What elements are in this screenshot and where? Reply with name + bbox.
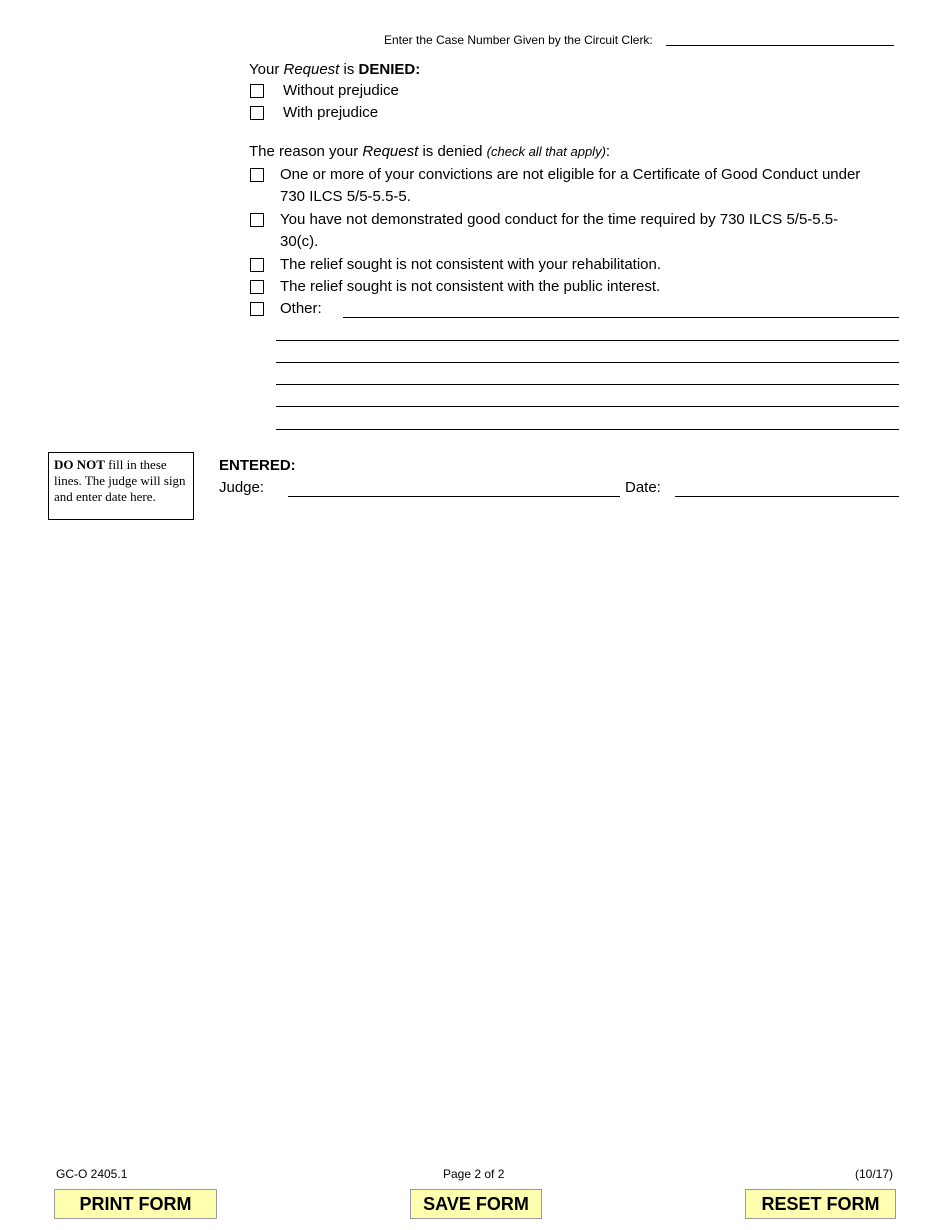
save-form-button[interactable]: SAVE FORM — [410, 1189, 542, 1219]
judge-label: Judge: — [219, 479, 265, 496]
reason-ineligible-checkbox[interactable] — [250, 168, 264, 182]
judge-signature-field[interactable] — [288, 496, 620, 497]
other-reason-line-4[interactable] — [276, 384, 899, 385]
page-number: Page 2 of 2 — [443, 1167, 505, 1181]
denied-status: DENIED: — [358, 61, 421, 78]
reason-other-checkbox[interactable] — [250, 302, 264, 316]
without-prejudice-checkbox[interactable] — [250, 84, 264, 98]
reason-other-label: Other: — [280, 300, 322, 317]
denied-request-word: Request — [283, 61, 340, 78]
other-reason-line-3[interactable] — [276, 362, 899, 363]
reason-good-conduct-checkbox[interactable] — [250, 213, 264, 227]
other-reason-line-1[interactable] — [343, 317, 899, 318]
other-reason-line-2[interactable] — [276, 340, 899, 341]
reset-form-button[interactable]: RESET FORM — [745, 1189, 896, 1219]
print-form-button[interactable]: PRINT FORM — [54, 1189, 217, 1219]
reason-public-interest-label: The relief sought is not consistent with the public interest. — [280, 278, 661, 295]
reason-ineligible-line2: 730 ILCS 5/5-5.5-5. — [280, 188, 411, 205]
reasons-colon: : — [605, 143, 611, 160]
judge-instruction-note — [48, 452, 194, 520]
reason-ineligible-line1: One or more of your convictions are not eligible for a Certificate of Good Conduct under — [280, 166, 861, 183]
date-label: Date: — [625, 479, 661, 496]
reasons-prefix: The reason your — [249, 143, 359, 160]
note-bold: DO NOT — [54, 457, 105, 472]
reasons-heading — [249, 143, 610, 161]
entered-heading: ENTERED: — [219, 457, 296, 474]
other-reason-line-6[interactable] — [276, 429, 899, 430]
reason-rehabilitation-label: The relief sought is not consistent with your rehabilitation. — [280, 256, 662, 273]
reason-good-conduct-line1: You have not demonstrated good conduct for the time required by 730 ILCS 5/5-5.5- — [280, 211, 839, 228]
reasons-request-word: Request — [362, 143, 419, 160]
reasons-hint: (check all that apply) — [486, 144, 606, 159]
date-field[interactable] — [675, 496, 899, 497]
with-prejudice-label: With prejudice — [283, 104, 379, 121]
denied-middle: is — [343, 61, 355, 78]
case-number-label: Enter the Case Number Given by the Circuit Clerk: — [384, 33, 653, 47]
revision-date: (10/17) — [855, 1167, 894, 1181]
reason-rehabilitation-checkbox[interactable] — [250, 258, 264, 272]
case-number-field[interactable] — [666, 45, 894, 46]
with-prejudice-checkbox[interactable] — [250, 106, 264, 120]
form-code: GC-O 2405.1 — [56, 1167, 128, 1181]
denied-prefix: Your — [249, 61, 280, 78]
without-prejudice-label: Without prejudice — [283, 82, 399, 99]
denied-heading — [249, 61, 420, 79]
other-reason-line-5[interactable] — [276, 406, 899, 407]
reason-good-conduct-line2: 30(c). — [280, 233, 319, 250]
note-text: fill in these lines. The judge will sign and enter date here. — [54, 457, 186, 504]
reason-public-interest-checkbox[interactable] — [250, 280, 264, 294]
reasons-middle: is denied — [422, 143, 483, 160]
